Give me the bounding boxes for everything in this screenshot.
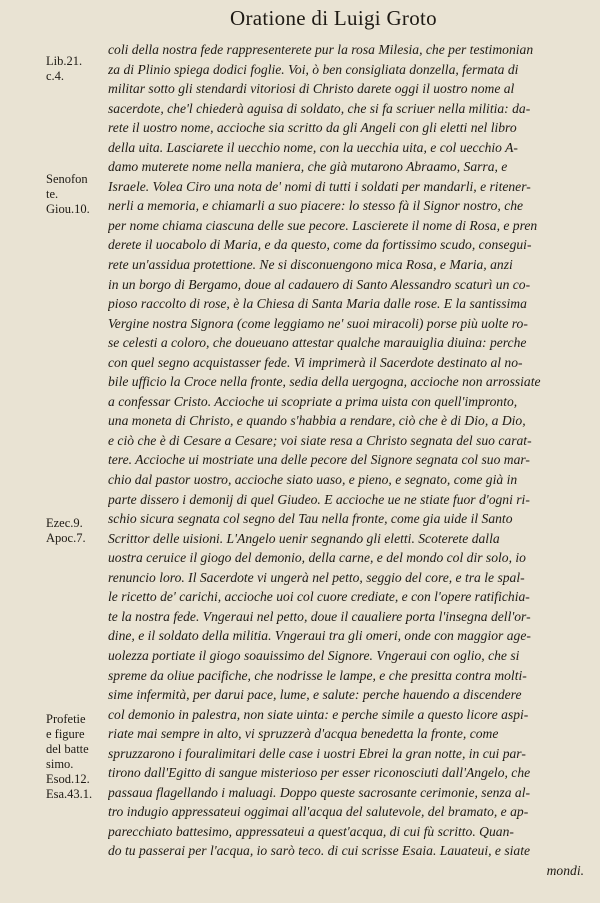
text-line: per nome chiama ciascuna delle sue pecore. Lascierete il nome di Rosa, e pren <box>108 217 538 233</box>
text-line: col demonio in palestra, non siate uinta: e perche simile a questo licore aspi- <box>108 706 529 722</box>
text-line: coli della nostra fede rappresenterete pur la rosa Milesia, che per testimonian <box>108 42 534 57</box>
margin-note-ezechiele: Ezec.9. Apoc.7. <box>46 516 86 545</box>
text-line: Vergine nostra Signora (come leggiamo ne' suoi miracoli) porse più uolte ro- <box>108 315 528 331</box>
text-line: pioso raccolto di rose, è la Chiesa di Santa Maria dalle rose. E la santissima <box>108 296 527 312</box>
body-text <box>108 40 584 881</box>
text-line: uostra ceruice il giogo del demonio, della carne, e del mondo col dir solo, io <box>108 550 526 566</box>
text-line: rete un'assidua protettione. Ne si disconuengono mica Rosa, e Maria, anzi <box>108 257 513 273</box>
text-line: della uita. Lasciarete il uecchio nome, con la uecchia uita, e col uecchio A- <box>108 139 518 155</box>
text-line: passaua flagellando i maluagi. Doppo queste sacrosante cerimonie, senza al- <box>108 784 530 800</box>
text-line: Scrittor delle uisioni. L'Angelo uenir segnando gli eletti. Scoterete dalla <box>108 530 500 546</box>
text-line: damo muterete nome nella maniera, che già mutarono Abraamo, Sarra, e <box>108 159 508 175</box>
text-line: parecchiato battesimo, appressateui a quest'acqua, di cui fù scritto. Quan- <box>108 823 514 839</box>
text-line: sacerdote, che'l chiederà aguisa di soldato, che si fa scriuer nella militia: da- <box>108 100 531 116</box>
text-line: nerli a memoria, e chiamarli a suo piacere: lo stesso fà il Signor nostro, che <box>108 198 524 214</box>
text-line: militar sotto gli stendardi vitoriosi di Christo darete oggi il uostro nome al <box>108 81 515 97</box>
text-line: derete il uocabolo di Maria, e da questo, come da fortissimo scudo, consegui- <box>108 237 532 253</box>
text-line: rete il uostro nome, accioche sia scritto da gli Angeli con gli eletti nel libro <box>108 120 517 136</box>
text-line: dine, e il soldato della militia. Vngeraui tra gli omeri, onde con maggior age- <box>108 628 531 644</box>
text-line: spruzzarono i fouralimitari delle case i uostri Ebrei la gran notte, in cui par- <box>108 745 526 761</box>
text-line: mondi. <box>546 862 584 878</box>
text-line: una moneta di Christo, e quando s'habbia a rendare, ciò che è di Dio, a Dio, <box>108 413 526 429</box>
text-line: tro indugio appressateui oggimai all'acqua del salutevole, del bramato, e ap- <box>108 804 529 820</box>
margin-note-lib: Lib.21. c.4. <box>46 54 83 83</box>
text-line: se celesti a coloro, che doueuano attestar qualche marauiglia diuina: perche <box>108 335 527 351</box>
running-header: Oratione di Luigi Groto <box>230 6 437 30</box>
text-line: Israele. Volea Ciro una nota de' nomi di tutti i soldati per mandarli, e ritener- <box>108 178 531 194</box>
text-line: in un borgo di Bergamo, doue al cadauero di Santo Alessandro scaturì un co- <box>108 276 531 292</box>
margin-note-senofonte: Senofon te. Giou.10. <box>46 172 90 216</box>
text-line: a confessar Cristo. Accioche ui scopriate a prima uista con quell'impronto, <box>108 393 518 409</box>
text-line: te la nostra fede. Vngeraui nel petto, doue il caualiere porta l'insegna dell'or- <box>108 608 531 624</box>
text-line: uolezza portiate il giogo soauissimo del Signore. Vngeraui con oglio, che si <box>108 647 520 663</box>
text-line: parte dissero i demonij di quel Giudeo. E accioche ue ne stiate fuor d'ogni ri- <box>108 491 530 507</box>
text-line: bile ufficio la Croce nella fronte, sedia della uergogna, accioche non arrossiate <box>108 374 541 390</box>
text-line: con quel segno acquistasser fede. Vi imprimerà il Sacerdote destinato al no- <box>108 354 523 370</box>
text-line: spreme da oliue pacifiche, che nodrisse le lampe, e che presitta contra molti- <box>108 667 527 683</box>
text-line: do tu passerai per l'acqua, io sarò teco. di cui scrisse Esaia. Lauateui, e siate <box>108 843 531 859</box>
text-line: za di Plinio spiega dodici foglie. Voi, ò ben consigliata donzella, fermata di <box>108 61 519 77</box>
text-line: tirono dall'Egitto di sangue misterioso per esser riconosciuti dall'Angelo, che <box>108 765 531 781</box>
text-line: tere. Accioche ui mostriate una delle pecore del Signore segnata col suo mar- <box>108 452 530 468</box>
text-line: le ricetto de' carichi, accioche uoi col cuore crediate, e con l'opere ratifichia- <box>108 589 530 605</box>
text-line: renuncio loro. Il Sacerdote vi ungerà nel petto, seggio del core, e tra le spal- <box>108 569 525 585</box>
text-line: riate mai sempre in alto, vi spruzzerà d'acqua benedetta la fronte, come <box>108 726 499 742</box>
text-line: e ciò che è di Cesare a Cesare; voi siate resa a Christo segnata del suo carat- <box>108 432 532 448</box>
margin-note-profetie: Profetie e figure del batte simo. Esod.12. Esa.43.1. <box>46 712 93 801</box>
text-line: schio sicura segnata col segno del Tau nella fronte, come gia uide il Santo <box>108 511 513 527</box>
text-line: sime infermità, per darui pace, lume, e salute: perche hauendo a discendere <box>108 687 522 703</box>
text-line: chio dal pastor uostro, accioche siato uaso, e pieno, e segnato, come già in <box>108 472 518 488</box>
